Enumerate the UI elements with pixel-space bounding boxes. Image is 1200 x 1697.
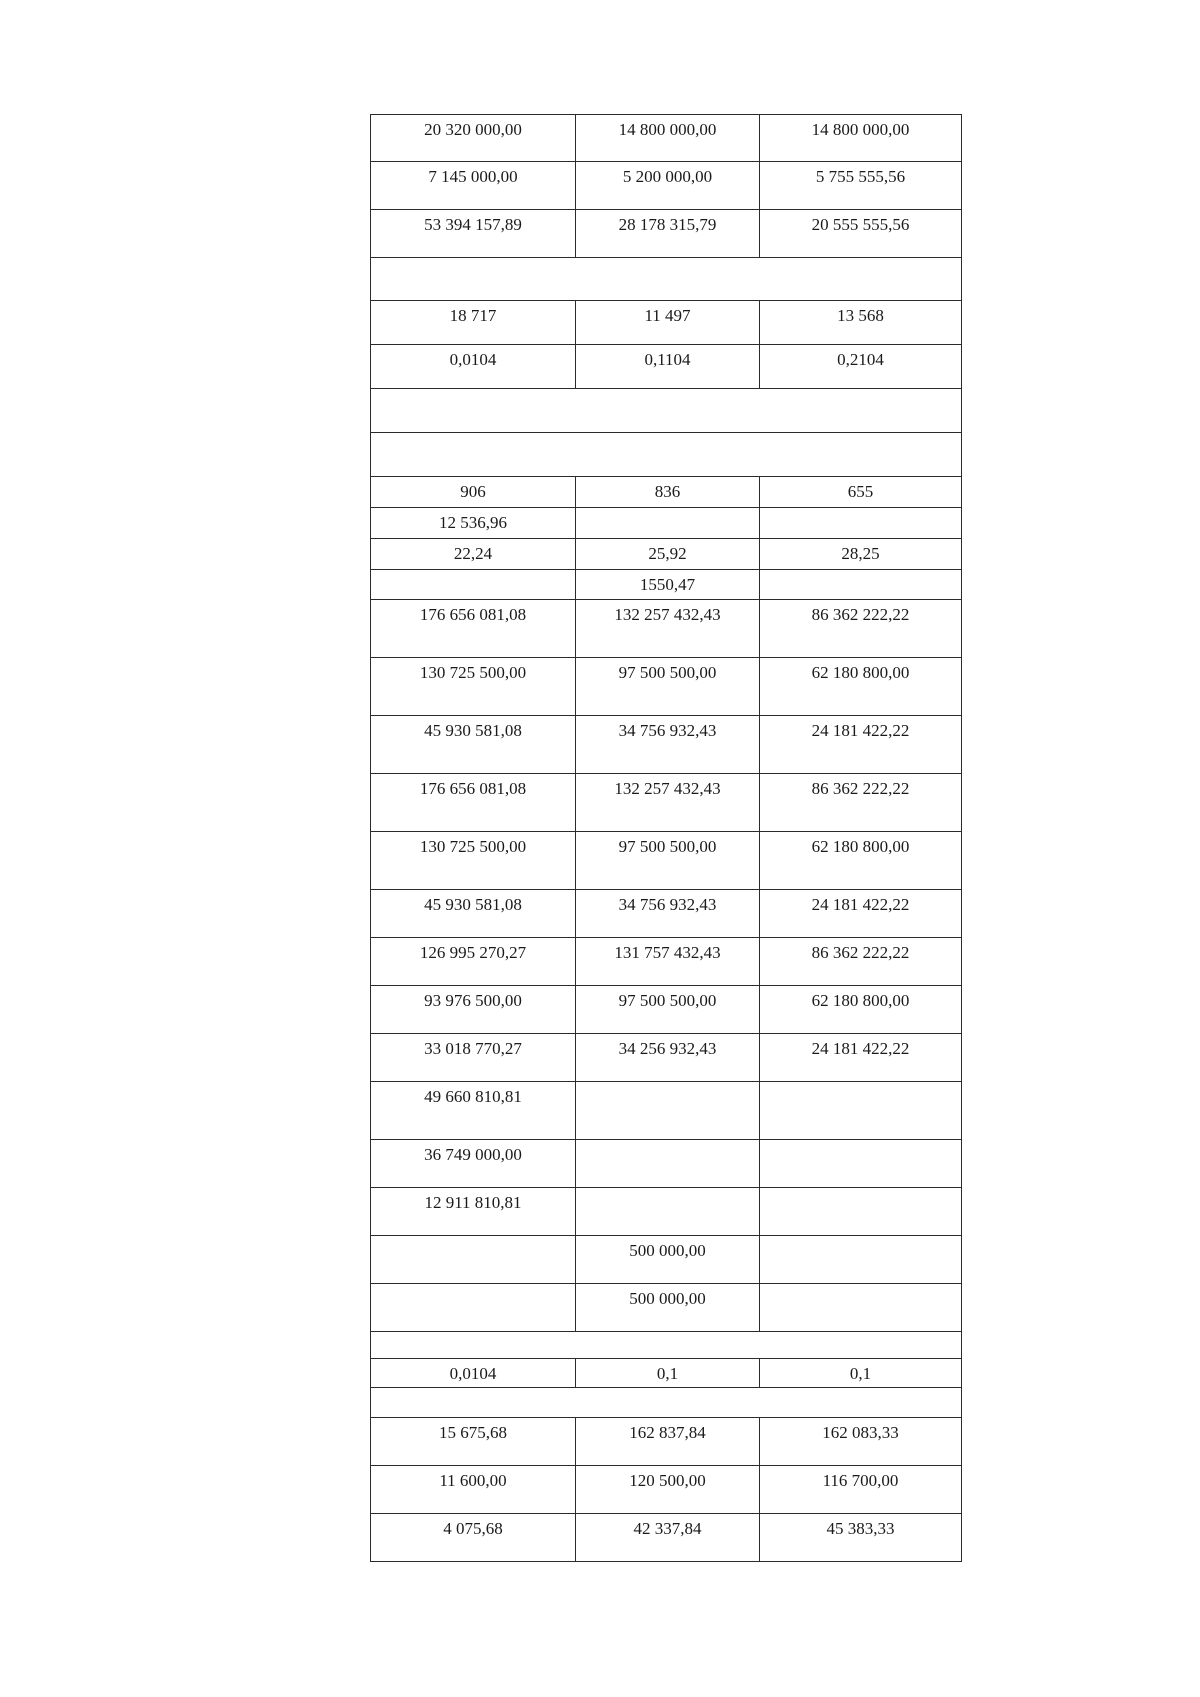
table-cell-col1: 53 394 157,89 <box>371 210 576 257</box>
blank-cell <box>371 1332 961 1358</box>
table-cell-col3 <box>760 1284 961 1331</box>
table-cell-col1: 0,0104 <box>371 345 576 388</box>
table-cell-col1 <box>371 1284 576 1331</box>
table-cell-col1: 18 717 <box>371 301 576 344</box>
table-row-blank <box>370 258 962 301</box>
table-cell-col2: 11 497 <box>576 301 760 344</box>
table-cell-col2: 97 500 500,00 <box>576 986 760 1033</box>
blank-cell <box>371 389 961 432</box>
table-cell-col3: 45 383,33 <box>826 1519 895 1538</box>
table-row <box>370 832 962 890</box>
table-cell-col3: 13 568 <box>837 306 884 325</box>
table-cell-col3 <box>760 570 961 599</box>
table-cell-col2: 131 757 432,43 <box>576 938 760 985</box>
blank-cell <box>371 258 961 300</box>
table-cell-col2: 34 756 932,43 <box>576 716 760 773</box>
table-cell-col2: 25,92 <box>576 539 760 569</box>
table-cell-col1: 22,24 <box>371 539 576 569</box>
table-cell-col2: 28 178 315,79 <box>576 210 760 257</box>
table-cell-col1 <box>371 1236 576 1283</box>
table-row <box>370 1359 962 1388</box>
table-cell-col3: 62 180 800,00 <box>811 837 910 856</box>
table-cell-col3: 24 181 422,22 <box>811 1039 910 1058</box>
table-cell-col1: 36 749 000,00 <box>371 1140 576 1187</box>
table-cell-col3: 655 <box>847 482 874 501</box>
blank-cell <box>371 1388 961 1417</box>
table-cell-col2: 42 337,84 <box>576 1514 760 1561</box>
table-cell-col3: 86 362 222,22 <box>811 605 910 624</box>
table-cell-col1: 45 930 581,08 <box>371 716 576 773</box>
table-row <box>370 570 962 600</box>
table-cell-col2: 162 837,84 <box>576 1418 760 1465</box>
table-row <box>370 508 962 539</box>
table-cell-col3 <box>760 508 961 538</box>
blank-cell <box>371 433 961 476</box>
table-cell-col2 <box>576 1140 760 1187</box>
table-cell-col2: 34 756 932,43 <box>576 890 760 937</box>
table-cell-col1: 49 660 810,81 <box>371 1082 576 1139</box>
table-cell-col3: 20 555 555,56 <box>811 215 910 234</box>
table-row <box>370 716 962 774</box>
table-row <box>370 477 962 508</box>
table-cell-col3 <box>760 1140 961 1187</box>
table-row <box>370 600 962 658</box>
table-row <box>370 1514 962 1562</box>
table-row-blank <box>370 433 962 477</box>
table-cell-col1: 93 976 500,00 <box>371 986 576 1033</box>
table-cell-col3: 116 700,00 <box>822 1471 899 1490</box>
table-cell-col1: 7 145 000,00 <box>371 162 576 209</box>
table-row <box>370 1034 962 1082</box>
table-cell-col3: 14 800 000,00 <box>811 120 910 139</box>
table-cell-col1: 45 930 581,08 <box>371 890 576 937</box>
table-cell-col3: 0,1 <box>849 1364 872 1383</box>
table-cell-col2: 836 <box>576 477 760 507</box>
table-row <box>370 1466 962 1514</box>
table-cell-col3: 162 083,33 <box>822 1423 899 1442</box>
table-cell-col2: 14 800 000,00 <box>576 115 760 161</box>
table-cell-col2 <box>576 1188 760 1235</box>
table-cell-col3: 24 181 422,22 <box>811 895 910 914</box>
table-cell-col1: 176 656 081,08 <box>371 600 576 657</box>
data-table <box>370 114 962 1562</box>
table-cell-col2: 500 000,00 <box>576 1284 760 1331</box>
table-row-blank <box>370 389 962 433</box>
table-cell-col3: 62 180 800,00 <box>811 663 910 682</box>
table-cell-col1: 906 <box>371 477 576 507</box>
table-row <box>370 539 962 570</box>
table-cell-col2: 5 200 000,00 <box>576 162 760 209</box>
table-cell-col1: 11 600,00 <box>371 1466 576 1513</box>
table-cell-col3: 0,2104 <box>837 350 884 369</box>
table-row <box>370 774 962 832</box>
table-row <box>370 986 962 1034</box>
table-cell-col3 <box>760 1236 961 1283</box>
table-cell-col3: 24 181 422,22 <box>811 721 910 740</box>
table-cell-col1: 0,0104 <box>371 1359 576 1387</box>
table-row <box>370 938 962 986</box>
table-cell-col1: 4 075,68 <box>371 1514 576 1561</box>
table-row <box>370 1140 962 1188</box>
table-cell-col2: 34 256 932,43 <box>576 1034 760 1081</box>
table-cell-col2: 500 000,00 <box>576 1236 760 1283</box>
table-cell-col2: 0,1104 <box>576 345 760 388</box>
table-cell-col3: 5 755 555,56 <box>815 167 906 186</box>
table-cell-col3: 62 180 800,00 <box>811 991 910 1010</box>
table-cell-col1: 15 675,68 <box>371 1418 576 1465</box>
table-cell-col2: 120 500,00 <box>576 1466 760 1513</box>
table-cell-col1: 20 320 000,00 <box>371 115 576 161</box>
table-cell-col2: 132 257 432,43 <box>576 600 760 657</box>
table-cell-col3: 28,25 <box>841 544 880 563</box>
table-row <box>370 1284 962 1332</box>
table-cell-col1: 130 725 500,00 <box>371 658 576 715</box>
table-cell-col1: 12 536,96 <box>371 508 576 538</box>
table-row <box>370 301 962 345</box>
table-row <box>370 1418 962 1466</box>
table-cell-col1 <box>371 570 576 599</box>
table-cell-col2: 97 500 500,00 <box>576 658 760 715</box>
table-cell-col1: 130 725 500,00 <box>371 832 576 889</box>
table-cell-col3: 86 362 222,22 <box>811 943 910 962</box>
table-cell-col2 <box>576 1082 760 1139</box>
table-cell-col2: 0,1 <box>576 1359 760 1387</box>
table-row <box>370 1236 962 1284</box>
table-cell-col1: 12 911 810,81 <box>371 1188 576 1235</box>
table-cell-col2: 1550,47 <box>576 570 760 599</box>
table-cell-col2 <box>576 508 760 538</box>
table-cell-col2: 97 500 500,00 <box>576 832 760 889</box>
table-cell-col1: 126 995 270,27 <box>371 938 576 985</box>
table-cell-col2: 132 257 432,43 <box>576 774 760 831</box>
table-cell-col3 <box>760 1082 961 1139</box>
table-row <box>370 210 962 258</box>
table-row <box>370 162 962 210</box>
table-row-blank <box>370 1332 962 1359</box>
table-row <box>370 1082 962 1140</box>
table-cell-col3: 86 362 222,22 <box>811 779 910 798</box>
table-row-blank <box>370 1388 962 1418</box>
table-cell-col3 <box>760 1188 961 1235</box>
table-row <box>370 1188 962 1236</box>
table-cell-col1: 33 018 770,27 <box>371 1034 576 1081</box>
table-cell-col1: 176 656 081,08 <box>371 774 576 831</box>
table-row <box>370 890 962 938</box>
table-row <box>370 658 962 716</box>
table-row <box>370 114 962 162</box>
table-row <box>370 345 962 389</box>
